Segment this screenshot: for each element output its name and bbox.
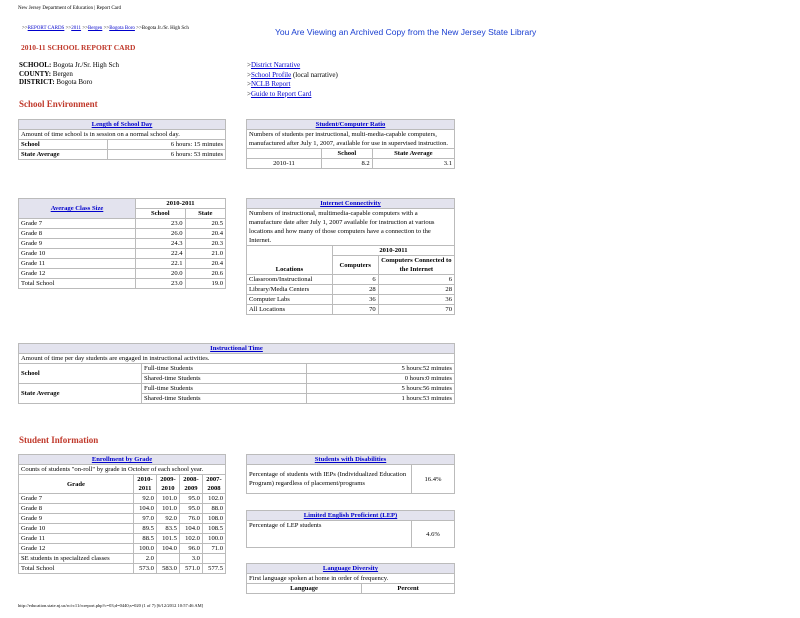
cell-value: 20.5 — [185, 219, 225, 229]
cell-value: 23.0 — [136, 279, 186, 289]
school-label: SCHOOL: — [19, 61, 52, 69]
student-information-heading: Student Information — [19, 435, 99, 445]
row-value: 6 hours: 53 minutes — [108, 150, 226, 160]
cell-value: 28 — [378, 285, 454, 295]
lep-table — [246, 510, 455, 548]
row-label: SE students in specialized classes — [19, 554, 134, 564]
instructional-time-table — [18, 343, 455, 404]
cell-value: 70 — [332, 305, 378, 315]
cell-value: 19.0 — [185, 279, 225, 289]
table-row — [247, 285, 455, 295]
table-row — [19, 534, 226, 544]
cell-value: 28 — [332, 285, 378, 295]
cell-value: 20.0 — [136, 269, 186, 279]
cell-value: 70 — [378, 305, 454, 315]
row-label: Classroom/Instructional — [247, 275, 333, 285]
full-time-label: Full-time Students — [142, 384, 307, 394]
col-percent: Percent — [362, 584, 455, 594]
district-name: Bogota Boro — [56, 78, 93, 86]
year-cell: 2010-11 — [247, 159, 322, 169]
school-environment-heading: School Environment — [19, 99, 98, 109]
district-label: DISTRICT: — [19, 78, 55, 86]
state-full-value: 5 hours:56 minutes — [307, 384, 455, 394]
cell-value — [156, 554, 179, 564]
link-district-narrative: >District Narrative — [247, 61, 301, 69]
cell-value: 3.0 — [179, 554, 202, 564]
row-label: Grade 8 — [19, 504, 134, 514]
full-time-label: Full-time Students — [142, 364, 307, 374]
length-of-day-table — [18, 119, 226, 160]
cell-value: 88.5 — [134, 534, 157, 544]
cell-value: 573.0 — [134, 564, 157, 574]
enrollment-desc: Counts of students "on-roll" by grade in October of each school year. — [19, 465, 226, 475]
table-row — [19, 514, 226, 524]
cell-value: 92.0 — [134, 494, 157, 504]
row-label: Total School — [19, 564, 134, 574]
length-of-day-desc: Amount of time school is in session on a normal school day. — [19, 130, 226, 140]
cell-value: 24.3 — [136, 239, 186, 249]
internet-rows — [247, 275, 455, 315]
internet-year: 2010-2011 — [332, 246, 454, 256]
disabilities-desc: Percentage of students with IEPs (Individualized Education Program) regardless of placement/programs — [247, 465, 412, 494]
school-info — [19, 61, 119, 87]
cell-value: 20.6 — [185, 269, 225, 279]
lep-value: 4.6% — [412, 521, 455, 548]
shared-time-label: Shared-time Students — [142, 374, 307, 384]
breadcrumb-current: Bogota Jr./Sr. High Sch — [141, 26, 189, 31]
class-size-year: 2010-2011 — [136, 199, 226, 209]
county-name: Bergen — [52, 69, 73, 78]
school-label: School — [19, 364, 142, 384]
disabilities-title: Students with Disabilities — [247, 455, 455, 465]
row-label: Grade 7 — [19, 494, 134, 504]
row-label: Grade 10 — [19, 249, 136, 259]
cell-value: 6 — [332, 275, 378, 285]
internet-title: Internet Connectivity — [247, 199, 455, 209]
cell-value — [202, 554, 225, 564]
table-row — [19, 239, 226, 249]
cell-value: 104.0 — [156, 544, 179, 554]
col-year: 2008-2009 — [179, 475, 202, 494]
row-label: Grade 12 — [19, 544, 134, 554]
cell-value: 104.0 — [134, 504, 157, 514]
cell-value: 97.0 — [134, 514, 157, 524]
student-computer-table — [246, 119, 455, 169]
cell-value: 21.0 — [185, 249, 225, 259]
table-row — [247, 305, 455, 315]
row-value: 6 hours: 15 minutes — [108, 140, 226, 150]
row-label: Grade 11 — [19, 259, 136, 269]
col-grade: Grade — [19, 475, 134, 494]
enrollment-title: Enrollment by Grade — [19, 455, 226, 465]
cell-value: 101.0 — [156, 494, 179, 504]
state-shared-value: 1 hours:53 minutes — [307, 394, 455, 404]
cell-value: 95.0 — [179, 504, 202, 514]
cell-value: 6 — [378, 275, 454, 285]
col-year: 2009-2010 — [156, 475, 179, 494]
table-row — [19, 229, 226, 239]
cell-value: 22.4 — [136, 249, 186, 259]
table-row — [19, 269, 226, 279]
table-row — [19, 544, 226, 554]
cell-value: 83.5 — [156, 524, 179, 534]
row-label: Grade 10 — [19, 524, 134, 534]
breadcrumb-report-cards[interactable]: REPORT CARDS — [27, 26, 65, 31]
table-row — [247, 295, 455, 305]
row-label: Library/Media Centers — [247, 285, 333, 295]
internet-table — [246, 198, 455, 315]
table-row — [19, 524, 226, 534]
col-school: School — [322, 149, 373, 159]
state-label: State Average — [19, 384, 142, 404]
col-state: State Average — [372, 149, 454, 159]
cell-value: 100.0 — [202, 534, 225, 544]
student-computer-title: Student/Computer Ratio — [247, 120, 455, 130]
table-row — [19, 564, 226, 574]
cell-value: 36 — [378, 295, 454, 305]
county-label: COUNTY: — [19, 69, 52, 78]
table-row — [19, 494, 226, 504]
col-connected: Computers Connected to the Internet — [378, 256, 454, 275]
archive-notice: You Are Viewing an Archived Copy from the New Jersey State Library — [275, 27, 537, 37]
col-locations: Locations — [247, 246, 333, 275]
cell-value: 20.4 — [185, 229, 225, 239]
class-size-rows — [19, 219, 226, 289]
language-table — [246, 563, 455, 594]
cell-value: 26.0 — [136, 229, 186, 239]
school-value: 8.2 — [322, 159, 373, 169]
lep-desc: Percentage of LEP students — [247, 521, 412, 548]
cell-value: 104.0 — [179, 524, 202, 534]
cell-value: 583.0 — [156, 564, 179, 574]
breadcrumb: >>REPORT CARDS >>2011 >>Bergen >>Bogota Boro >>Bogota Jr./Sr. High Sch — [22, 26, 189, 31]
language-title: Language Diversity — [247, 564, 455, 574]
internet-desc: Numbers of instructional, multimedia-capable computers with a manufacture date after July 1, 2007 available for instruction at various locations and how many of those computers have a connection to the Internet. — [247, 209, 455, 246]
disabilities-table — [246, 454, 455, 494]
cell-value: 96.0 — [179, 544, 202, 554]
row-label: Computer Labs — [247, 295, 333, 305]
lep-title: Limited English Proficient (LEP) — [247, 511, 455, 521]
cell-value: 108.0 — [202, 514, 225, 524]
table-row — [19, 554, 226, 564]
cell-value: 100.0 — [134, 544, 157, 554]
row-label: School — [19, 140, 108, 150]
cell-value: 571.0 — [179, 564, 202, 574]
table-row — [19, 249, 226, 259]
cell-value: 102.0 — [202, 494, 225, 504]
table-row — [19, 259, 226, 269]
table-row — [247, 275, 455, 285]
row-label: Grade 9 — [19, 239, 136, 249]
col-language: Language — [247, 584, 362, 594]
col-year: 2010-2011 — [134, 475, 157, 494]
cell-value: 89.5 — [134, 524, 157, 534]
row-label: Grade 9 — [19, 514, 134, 524]
col-state: State — [185, 209, 225, 219]
link-guide: >Guide to Report Card — [247, 89, 312, 98]
instructional-time-desc: Amount of time per day students are engaged in instructional activities. — [19, 354, 455, 364]
cell-value: 577.5 — [202, 564, 225, 574]
class-size-table — [18, 198, 226, 289]
cell-value: 36 — [332, 295, 378, 305]
breadcrumb-county[interactable]: Bergen — [87, 26, 103, 31]
col-computers: Computers — [332, 256, 378, 275]
footer-url: http://education.state.nj.us/rc/rc11/rcreport.php?c=03;d=0440;s=020 (1 of 7) [6/12/2012 10:57:46 AM] — [18, 603, 204, 608]
print-header-title: New Jersey Department of Education | Report Card — [18, 6, 122, 11]
cell-value: 71.0 — [202, 544, 225, 554]
row-label: State Average — [19, 150, 108, 160]
col-school: School — [136, 209, 186, 219]
school-full-value: 5 hours:52 minutes — [307, 364, 455, 374]
cell-value: 102.0 — [179, 534, 202, 544]
instructional-time-title: Instructional Time — [19, 344, 455, 354]
cell-value: 95.0 — [179, 494, 202, 504]
disabilities-value: 16.4% — [412, 465, 455, 494]
link-nclb-report: >NCLB Report — [247, 80, 291, 88]
side-links — [247, 61, 338, 99]
breadcrumb-year[interactable]: 2011 — [71, 26, 82, 31]
table-row — [19, 279, 226, 289]
school-name: Bogota Jr./Sr. High Sch — [53, 61, 119, 69]
row-label: All Locations — [247, 305, 333, 315]
report-title: 2010-11 SCHOOL REPORT CARD — [21, 43, 136, 52]
state-value: 3.1 — [372, 159, 454, 169]
length-of-day-title: Length of School Day — [19, 120, 226, 130]
table-row — [19, 219, 226, 229]
enrollment-table — [18, 454, 226, 574]
col-year: 2007-2008 — [202, 475, 225, 494]
cell-value: 2.0 — [134, 554, 157, 564]
row-label: Total School — [19, 279, 136, 289]
shared-time-label: Shared-time Students — [142, 394, 307, 404]
cell-value: 23.0 — [136, 219, 186, 229]
table-row — [19, 504, 226, 514]
row-label: Grade 8 — [19, 229, 136, 239]
cell-value: 101.0 — [156, 504, 179, 514]
enrollment-rows — [19, 494, 226, 574]
cell-value: 101.5 — [156, 534, 179, 544]
school-shared-value: 0 hours:0 minutes — [307, 374, 455, 384]
row-label: Grade 7 — [19, 219, 136, 229]
breadcrumb-district[interactable]: Bogota Boro — [109, 26, 135, 31]
cell-value: 20.3 — [185, 239, 225, 249]
cell-value: 76.0 — [179, 514, 202, 524]
row-label: Grade 11 — [19, 534, 134, 544]
cell-value: 20.4 — [185, 259, 225, 269]
cell-value: 108.5 — [202, 524, 225, 534]
student-computer-desc: Numbers of students per instructional, multi-media-capable computers, manufactured after July 1, 2007, available for use in supervised instruction. — [247, 130, 455, 149]
cell-value: 88.0 — [202, 504, 225, 514]
cell-value: 92.0 — [156, 514, 179, 524]
class-size-title: Average Class Size — [19, 199, 136, 219]
cell-value: 22.1 — [136, 259, 186, 269]
language-desc: First language spoken at home in order of frequency. — [247, 574, 455, 584]
row-label: Grade 12 — [19, 269, 136, 279]
link-school-profile: >School Profile (local narrative) — [247, 70, 338, 79]
